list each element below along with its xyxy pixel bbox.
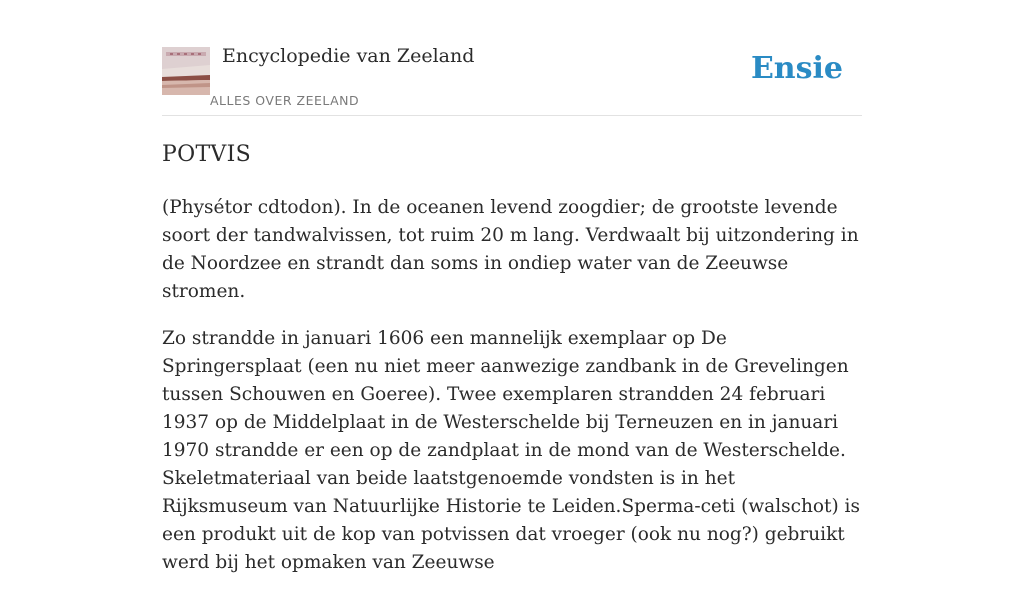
entry-content [162,138,862,596]
entry-paragraph-1: (Physétor cdtodon). In de oceanen levend zoogdier; de grootste levende soort der tandwalvissen, tot ruim 20 m lang. Verdwaalt bij uitzondering in de Noordzee en strandt dan soms in ondiep water van de Zeeuwse stromen. [162,197,859,302]
site-title[interactable]: Encyclopedie van Zeeland [222,45,475,67]
entry-title: POTVIS [162,142,251,167]
site-header [162,0,862,116]
site-subtitle: ALLES OVER ZEELAND [210,93,360,108]
avatar-image [162,47,210,95]
ensie-logo-link[interactable]: Ensie [750,51,843,86]
entry-paragraph-2: Zo strandde in januari 1606 een mannelijk exemplaar op De Springersplaat (een nu niet meer aanwezige zandbank in de Grevelingen tussen Schouwen en Goeree). Twee exemplaren strandden 24 februari 1937 op de Middelplaat in de Westerschelde bij Terneuzen en in januari 1970 strandde er een op de zandplaat in de mond van de Westerschelde. Skeletmateriaal van beide laatstgenoemde vondsten is in het Rijksmuseum van Natuurlijke Historie te Leiden.Sperma-ceti (walschot) is een produkt uit de kop van potvissen dat vroeger (ook nu nog?) gebruikt werd bij het opmaken van Zeeuwse [162,328,860,573]
encyclopedia-avatar[interactable] [162,47,210,95]
